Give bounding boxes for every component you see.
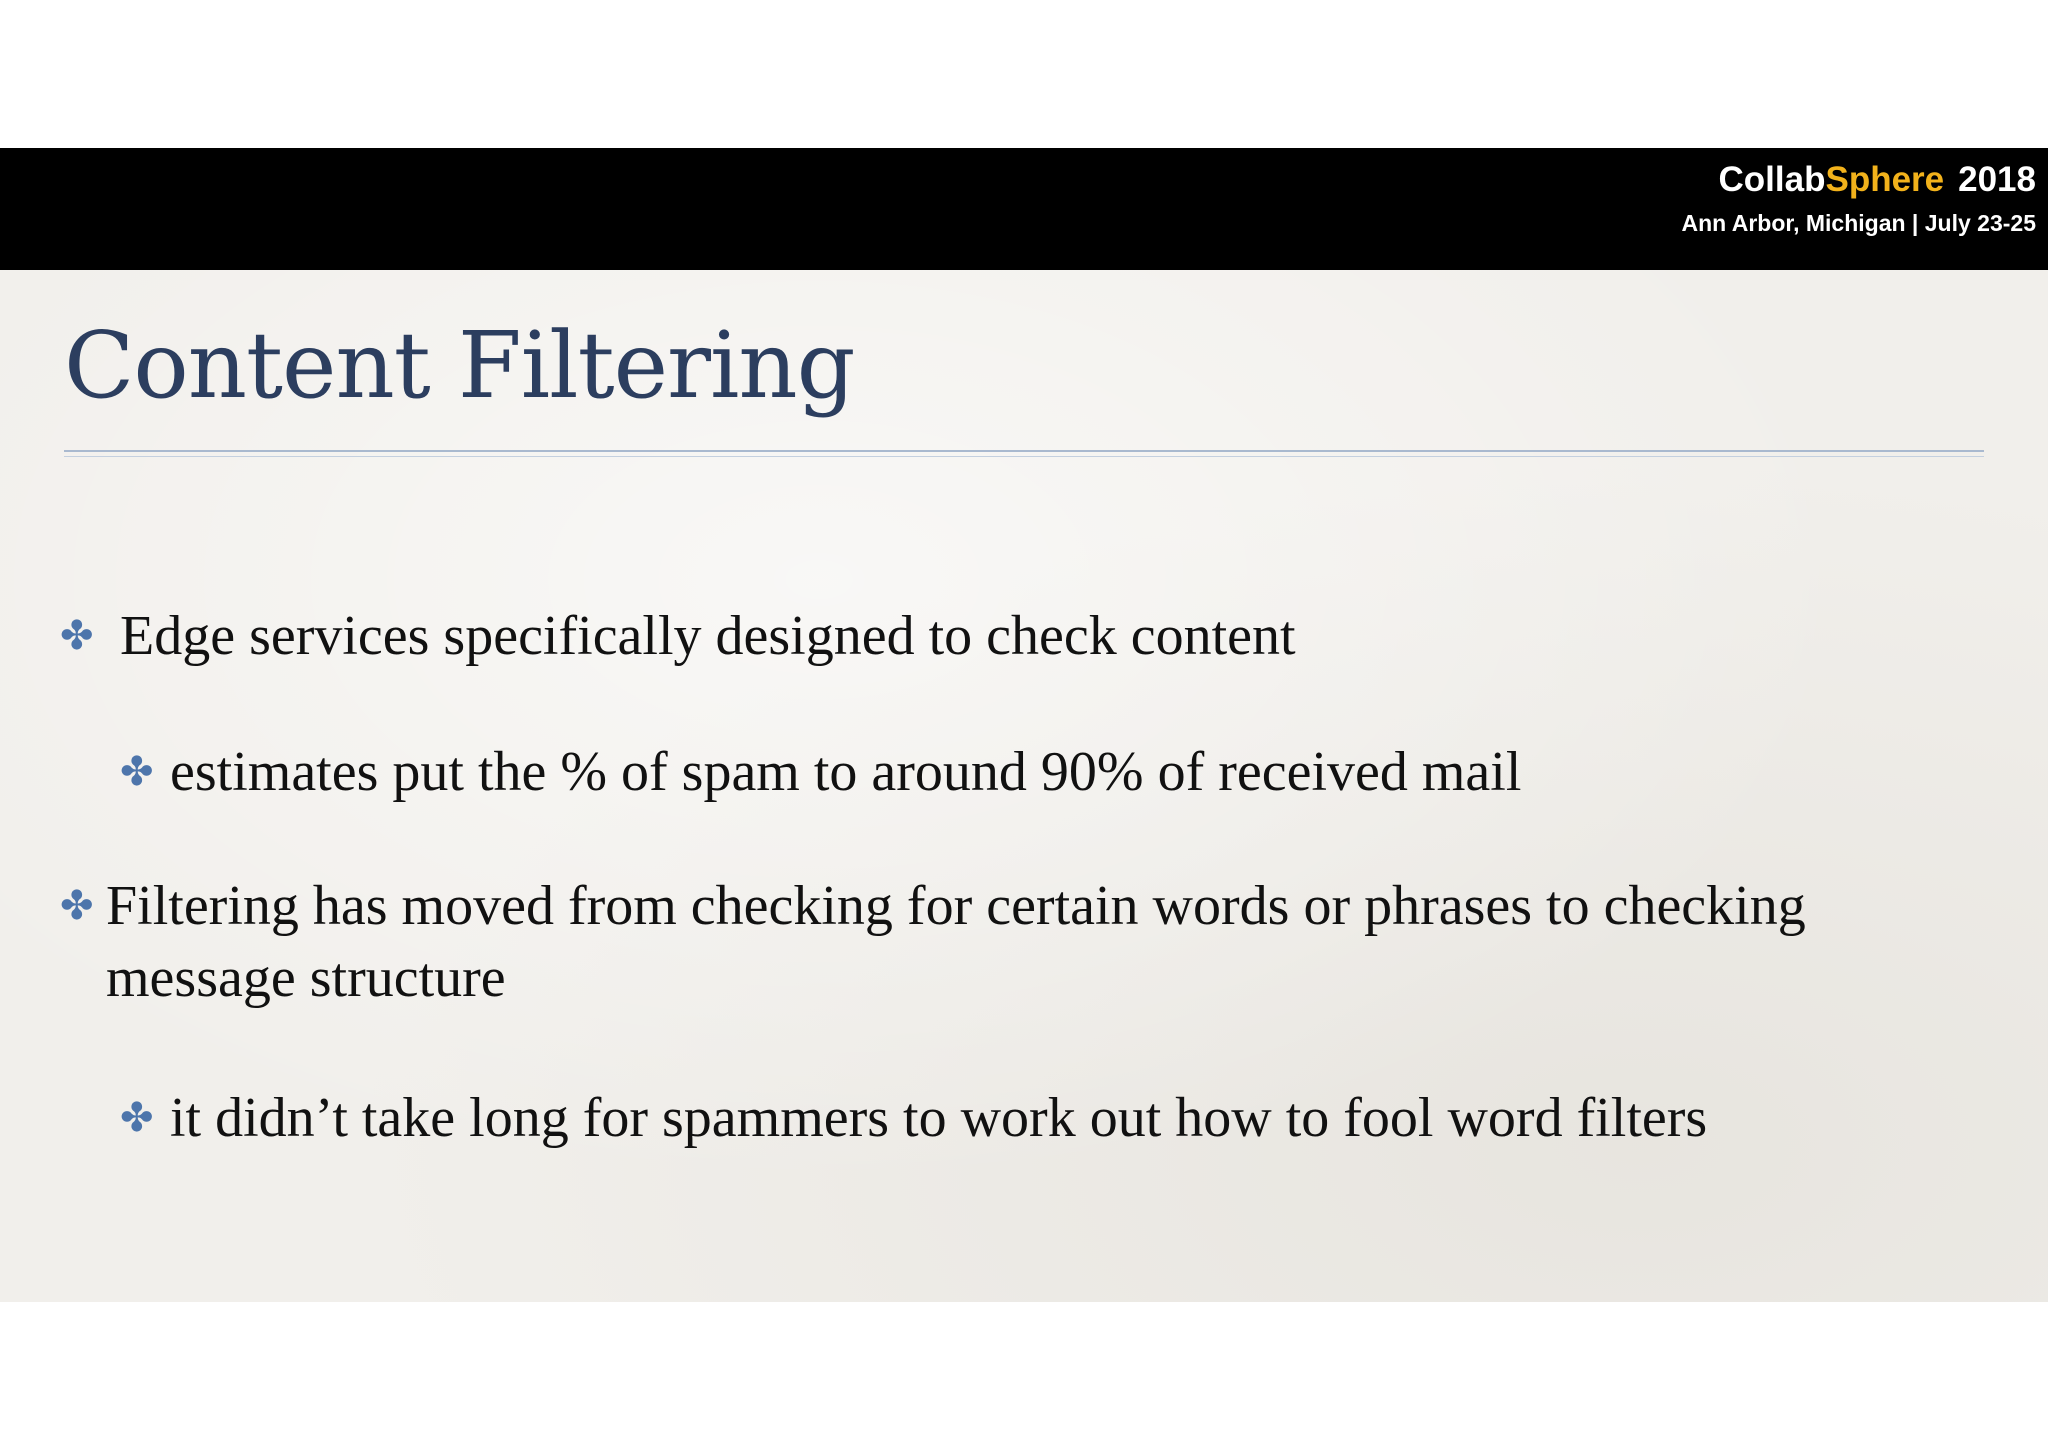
- title-divider-secondary: [64, 456, 1984, 457]
- bullet-item: [60, 870, 1996, 1014]
- conference-brand: [1682, 160, 2037, 237]
- four-petal-flower-icon: ✤: [60, 613, 94, 658]
- bullet-text: Filtering has moved from checking for certain words or phrases to checking message structure: [106, 875, 1806, 1009]
- conference-logo: [1682, 160, 2037, 200]
- sub-bullet-item: [120, 736, 1522, 808]
- four-petal-flower-icon: ✤: [120, 749, 154, 794]
- slide-body: [0, 270, 2048, 1302]
- bullet-text: Edge services specifically designed to check content: [120, 605, 1296, 667]
- brand-collab: Collab: [1718, 160, 1826, 199]
- sub-bullet-text: it didn’t take long for spammers to work out how to fool word filters: [170, 1087, 1708, 1149]
- slide-title: Content Filtering: [64, 312, 855, 419]
- title-divider: [64, 450, 1984, 452]
- brand-year: 2018: [1958, 160, 2036, 199]
- four-petal-flower-icon: ✤: [120, 1095, 154, 1140]
- four-petal-flower-icon: ✤: [60, 883, 94, 928]
- sub-bullet-text: estimates put the % of spam to around 90% of received mail: [170, 741, 1522, 803]
- sub-bullet-item: [120, 1082, 1708, 1154]
- brand-sphere: Sphere: [1825, 160, 1945, 199]
- conference-header-bar: [0, 148, 2048, 270]
- bullet-item: [60, 600, 1296, 672]
- conference-location-dates: Ann Arbor, Michigan | July 23-25: [1681, 210, 2036, 236]
